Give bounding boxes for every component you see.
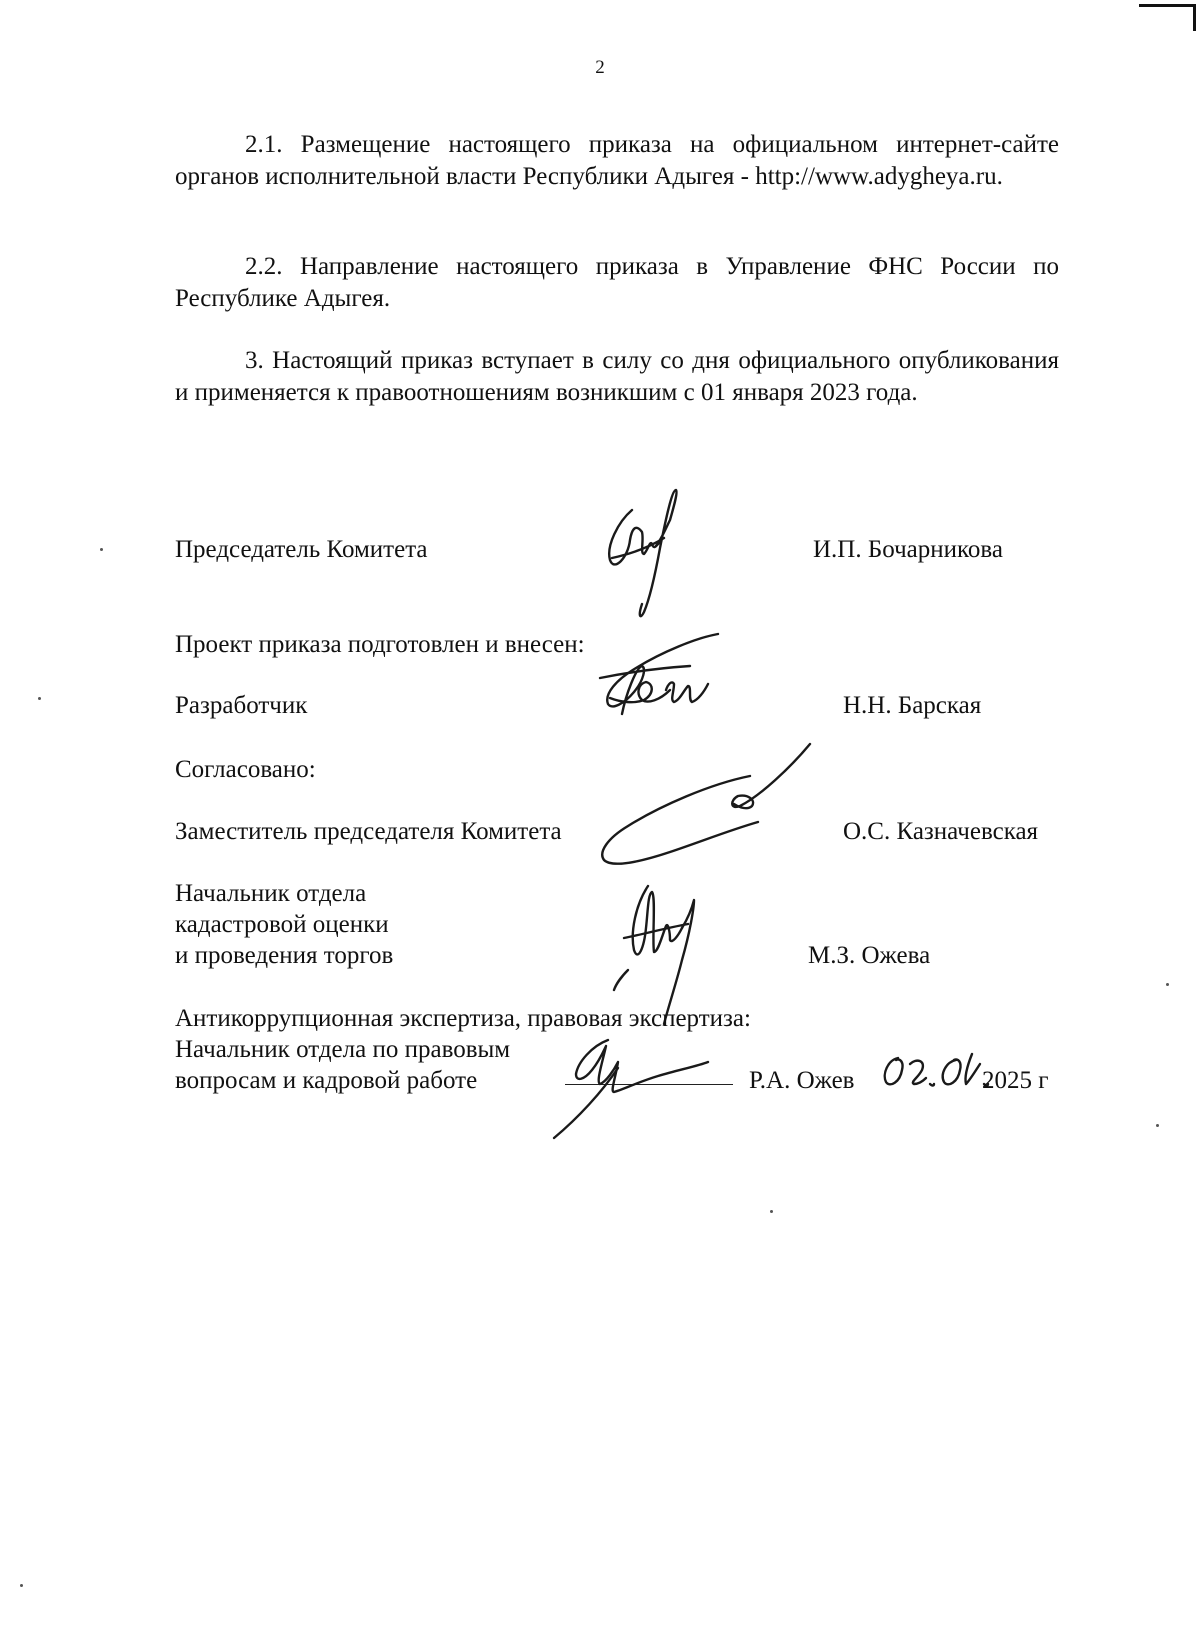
scan-speck: [1166, 983, 1169, 986]
legal-head-title-line2: вопросам и кадровой работе: [175, 1067, 478, 1094]
head-cadastral-title-line3: и проведения торгов: [175, 942, 394, 969]
legal-date-suffix: 2025 г: [982, 1067, 1049, 1094]
developer-name: Н.Н. Барская: [843, 692, 982, 719]
deputy-name: О.С. Казначевская: [843, 818, 1039, 845]
head-cadastral-title-line2: кадастровой оценки: [175, 911, 389, 938]
head-cadastral-title-line1: Начальник отдела: [175, 880, 367, 907]
handwritten-date: [880, 1050, 988, 1096]
scan-speck: [20, 1584, 23, 1587]
scan-speck: [770, 1210, 773, 1213]
agreed-label: Согласовано:: [175, 756, 316, 783]
deputy-signature: [600, 740, 820, 880]
scan-speck: [38, 697, 41, 700]
scan-speck: [1156, 1124, 1159, 1127]
paragraph-2-1: 2.1. Размещение настоящего приказа на официальном интернет-сайте органов исполнительной власти Республики Адыгея - http://www.adygheya.ru.: [175, 131, 1059, 190]
page-number: 2: [595, 57, 605, 78]
prepared-by-label: Проект приказа подготовлен и внесен:: [175, 631, 585, 658]
expertise-label: Антикоррупционная экспертиза, правовая экспертиза:: [175, 1005, 751, 1032]
developer-title: Разработчик: [175, 692, 308, 719]
scan-corner-mark: [1139, 4, 1196, 31]
paragraph-2-2: 2.2. Направление настоящего приказа в Управление ФНС России по Республике Адыгея.: [175, 253, 1059, 312]
chairman-name: И.П. Бочарникова: [813, 536, 1003, 563]
legal-head-title-line1: Начальник отдела по правовым: [175, 1036, 511, 1063]
chairman-title: Председатель Комитета: [175, 536, 428, 563]
developer-signature: [600, 628, 740, 728]
paragraph-3: 3. Настоящий приказ вступает в силу со дня официального опубликования и применяется к правоотношениям возникшим с 01 января 2023 года.: [175, 347, 1059, 406]
chairman-signature: [600, 488, 700, 628]
scan-speck: [100, 548, 103, 551]
head-cadastral-name: М.З. Ожева: [808, 942, 931, 969]
legal-head-name: Р.А. Ожев: [749, 1067, 855, 1094]
legal-head-signature: [548, 1032, 728, 1142]
deputy-title: Заместитель председателя Комитета: [175, 818, 562, 845]
